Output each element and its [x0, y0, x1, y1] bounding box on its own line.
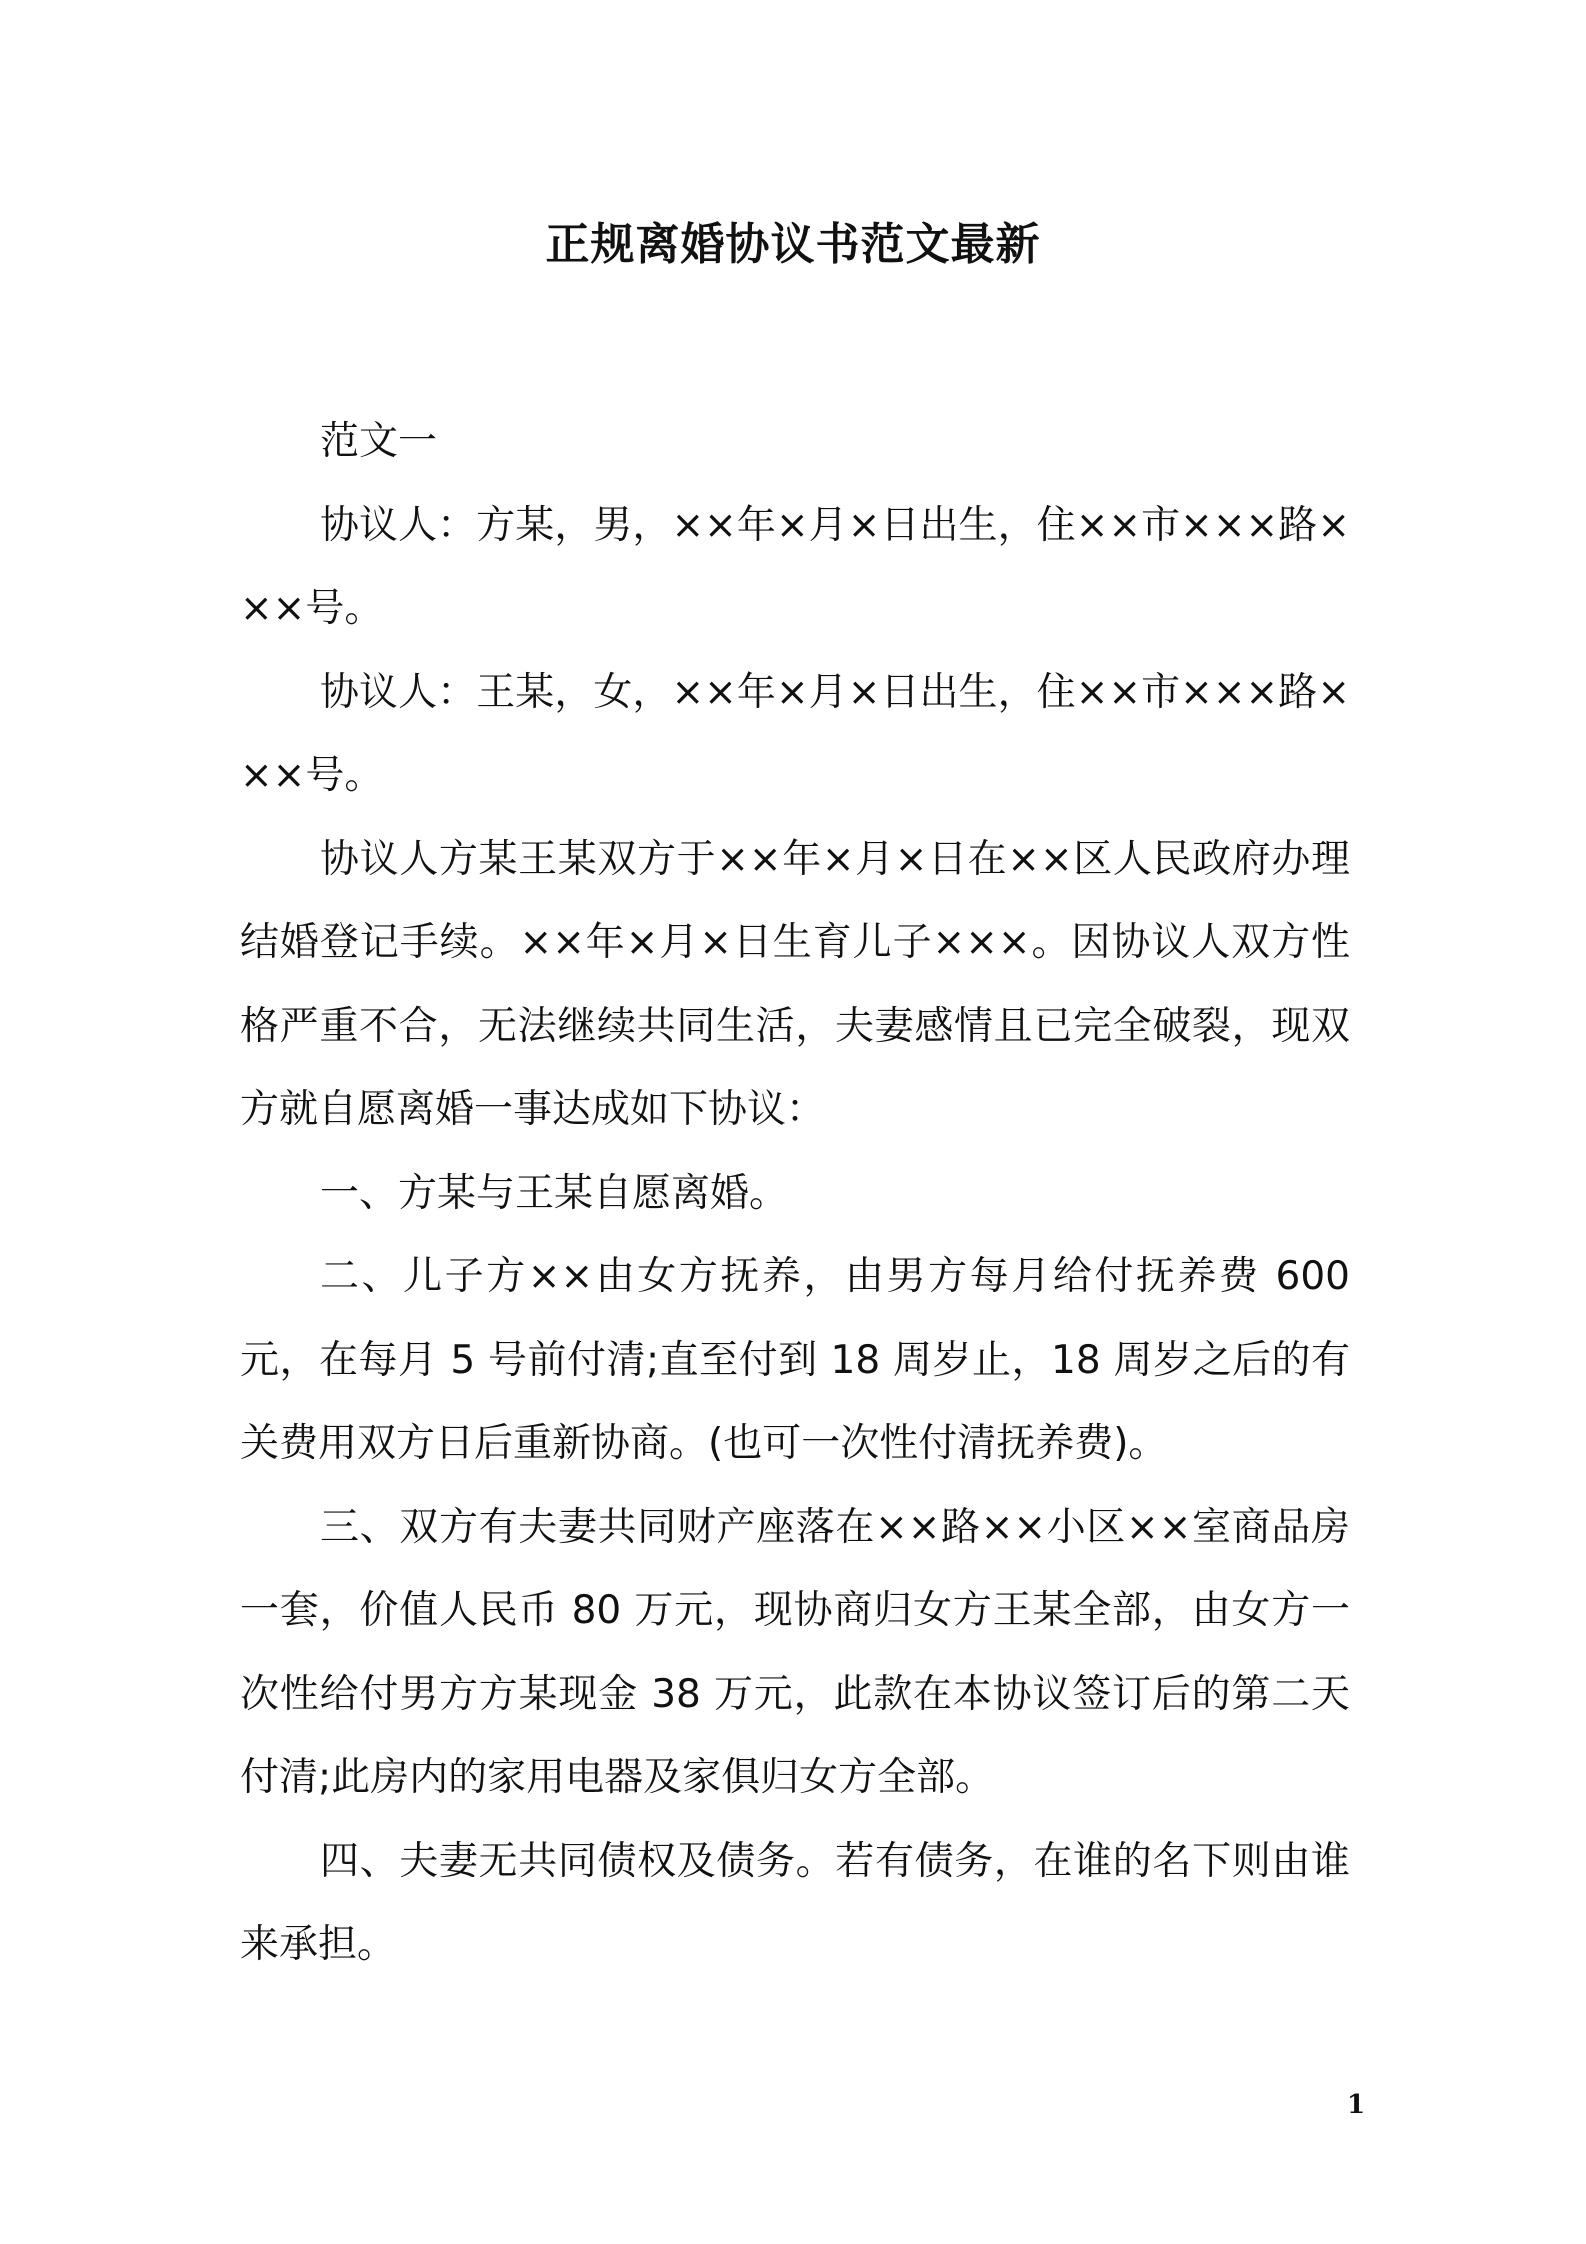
paragraph-clause-4: 四、夫妻无共同债权及债务。若有债务，在谁的名下则由谁来承担。	[240, 1838, 1350, 1967]
paragraph-clause-2: 二、儿子方××由女方抚养，由男方每月给付抚养费 600 元，在每月 5 号前付清;直至付到 18 周岁止，18 周岁之后的有关费用双方日后重新协商。(也可一次性付清抚养费)。	[240, 1254, 1350, 1466]
paragraph-clause-3: 三、双方有夫妻共同财产座落在××路××小区××室商品房一套，价值人民币 80 万元，现协商归女方王某全部，由女方一次性给付男方方某现金 38 万元，此款在本协议签订后的第二天付清;此房内的家用电器及家俱归女方全部。	[240, 1504, 1350, 1800]
paragraph-sample-heading: 范文一	[320, 419, 438, 464]
paragraph-preamble: 协议人方某王某双方于××年×月×日在××区人民政府办理结婚登记手续。××年×月×日生育儿子×××。因协议人双方性格严重不合，无法继续共同生活，夫妻感情且已完全破裂，现双方就自愿离婚一事达成如下协议：	[240, 836, 1350, 1132]
paragraph-party-two: 协议人：王某，女，××年×月×日出生，住××市×××路×××号。	[240, 669, 1350, 798]
document-title: 正规离婚协议书范文最新	[545, 219, 1041, 270]
page-number: 1	[1346, 2090, 1366, 2120]
document-body	[240, 400, 1350, 1987]
paragraph-clause-1: 一、方某与王某自愿离婚。	[320, 1170, 789, 1216]
paragraph-party-one: 协议人：方某，男，××年×月×日出生，住××市×××路×××号。	[240, 502, 1350, 631]
